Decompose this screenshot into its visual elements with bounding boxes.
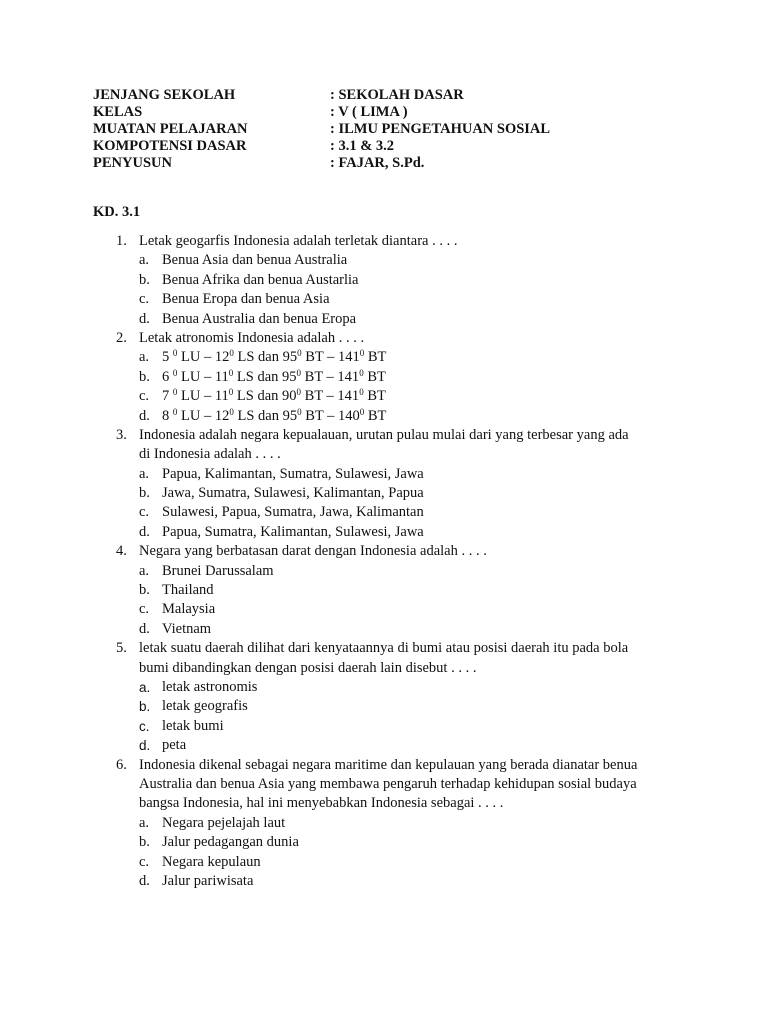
header-value: : FAJAR, S.Pd. [330,155,425,171]
option-text: Jalur pariwisata [162,872,254,889]
question-line: letak suatu daerah dilihat dari kenyataannya di bumi atau posisi daerah itu pada bola [139,640,629,657]
header-label: MUATAN PELAJARAN [93,121,248,137]
document-header [93,87,550,172]
question-line: bangsa Indonesia, hal ini menyebabkan Indonesia sebagai . . . . [139,795,504,812]
option-text [162,388,386,404]
option-text: letak geografis [162,698,248,715]
option-text: Sulawesi, Papua, Sumatra, Jawa, Kalimantan [162,504,424,521]
question-text [93,794,683,813]
option-letter: d. [139,310,150,327]
question-line: Indonesia dikenal sebagai negara maritime dan kepulauan yang berada dianatar benua [139,756,638,773]
header-label: JENJANG SEKOLAH [93,87,236,103]
option-text-part: LU – 11 [177,388,229,405]
option-letter: d. [139,523,150,540]
option-text: Papua, Sumatra, Kalimantan, Sulawesi, Jawa [162,523,424,540]
header-label: PENYUSUN [93,155,172,171]
option-letter: b. [139,485,150,502]
option-text: Benua Australia dan benua Eropa [162,310,357,327]
question-item [93,639,683,755]
header-row-subject [93,121,550,138]
answer-option [93,523,683,542]
option-text-part: BT – 141 [301,388,360,405]
answer-option [93,697,683,716]
question-item [93,426,683,542]
answer-option [93,348,683,367]
option-text: peta [162,737,187,754]
option-text-part: 5 [162,349,173,366]
header-label: KELAS [93,104,143,120]
degree-superscript: 0 [296,367,302,378]
question-text [93,426,683,445]
option-text-part: BT [364,407,387,424]
option-text: Benua Afrika dan benua Austarlia [162,271,359,288]
header-row-class [93,104,550,121]
answer-option [93,678,683,697]
option-text: letak astronomis [162,678,258,695]
degree-superscript: 0 [172,367,178,378]
option-text-part: BT [363,368,386,385]
option-text-part: 7 [162,388,173,405]
option-text: Jalur pedagangan dunia [162,834,299,851]
degree-superscript: 0 [359,367,364,378]
question-line: Letak atronomis Indonesia adalah . . . . [139,329,365,346]
degree-superscript: 0 [297,348,302,359]
header-row-level [93,87,550,104]
question-text [93,639,683,658]
question-text [93,232,683,251]
option-letter: a. [139,252,150,269]
question-text [93,542,683,561]
question-item [93,756,683,892]
question-number: 5. [116,640,127,657]
option-letter: c. [139,601,150,618]
degree-superscript: 0 [172,348,178,359]
question-line: bumi dibandingkan dengan posisi daerah lain disebut . . . . [139,659,477,676]
option-text-part: 8 [162,407,173,424]
answer-option [93,251,683,270]
option-letter: a. [139,349,150,366]
option-text-part: BT [363,388,386,405]
answer-option [93,814,683,833]
header-row-author [93,155,550,172]
degree-superscript: 0 [228,367,234,378]
answer-option [93,600,683,619]
option-text: letak bumi [162,717,224,734]
question-line: Indonesia adalah negara kepualauan, urutan pulau mulai dari yang terbesar yang ada [139,426,629,443]
option-text: Benua Eropa dan benua Asia [162,291,330,308]
answer-option [93,833,683,852]
option-text: Benua Asia dan benua Australia [162,252,348,269]
question-text [93,445,683,464]
option-text-part: BT [364,349,387,366]
option-letter: c. [139,718,150,734]
option-text: Malaysia [162,601,216,618]
question-item [93,232,683,329]
question-text [93,775,683,794]
degree-superscript: 0 [229,406,234,417]
degree-superscript: 0 [359,348,365,359]
option-letter: a. [139,562,150,579]
option-letter: b. [139,271,150,288]
option-text: Negara pejelajah laut [162,814,286,831]
question-text [93,659,683,678]
option-letter: d. [139,872,150,889]
question-item [93,329,683,426]
option-letter: c. [139,504,150,521]
option-letter: c. [139,291,150,308]
answer-option [93,310,683,329]
option-letter: a. [139,814,150,831]
option-letter: a. [139,679,151,695]
question-number: 4. [116,543,127,560]
answer-option [93,271,683,290]
answer-option [93,736,683,755]
header-value: : 3.1 & 3.2 [330,138,395,154]
answer-option [93,853,683,872]
option-text-part: LU – 12 [177,349,230,366]
option-text-part: BT – 141 [301,368,360,385]
option-text: Papua, Kalimantan, Sumatra, Sulawesi, Jawa [162,465,424,482]
answer-option [93,387,683,406]
section-title: KD. 3.1 [93,204,141,220]
option-letter: a. [139,465,150,482]
option-text-part: LU – 12 [177,407,230,424]
question-text [93,329,683,348]
option-letter: d. [139,620,150,637]
degree-superscript: 0 [228,387,234,398]
answer-option [93,717,683,736]
answer-option [93,290,683,309]
answer-option [93,465,683,484]
option-text [162,369,386,385]
answer-option [93,620,683,639]
degree-superscript: 0 [359,406,365,417]
answer-option [93,407,683,426]
question-line: di Indonesia adalah . . . . [139,446,281,463]
answer-option [93,503,683,522]
option-text: Vietnam [162,620,212,637]
answer-option [93,872,683,891]
answer-option [93,484,683,503]
header-value: : V ( LIMA ) [330,104,408,120]
option-text: Thailand [162,582,214,599]
degree-superscript: 0 [172,406,178,417]
option-text: Negara kepulaun [162,853,261,870]
option-text [162,349,386,365]
option-text: Jawa, Sumatra, Sulawesi, Kalimantan, Papua [162,485,424,502]
degree-superscript: 0 [172,387,178,398]
option-text-part: 6 [162,368,173,385]
option-letter: d. [139,407,150,424]
degree-superscript: 0 [359,387,364,398]
question-line: Australia dan benua Asia yang membawa pengaruh terhadap kehidupan sosial budaya [139,775,637,792]
option-text-part: LS dan 95 [233,349,298,366]
question-list [93,232,683,891]
question-number: 6. [116,756,127,773]
degree-superscript: 0 [229,348,234,359]
question-line: Letak geogarfis Indonesia adalah terletak diantara . . . . [139,233,458,249]
degree-superscript: 0 [296,387,302,398]
option-letter: c. [139,388,150,405]
option-letter: b. [139,699,151,715]
header-value: : SEKOLAH DASAR [330,87,464,103]
question-number: 3. [116,426,127,443]
option-text-part: LS dan 95 [233,407,298,424]
header-value: : ILMU PENGETAHUAN SOSIAL [330,121,551,137]
header-row-competency [93,138,550,155]
question-number: 2. [116,329,127,346]
question-text [93,756,683,775]
option-text-part: BT – 141 [301,349,360,366]
answer-option [93,368,683,387]
option-text-part: LU – 11 [177,368,229,385]
question-number: 1. [116,233,127,249]
degree-superscript: 0 [297,406,302,417]
option-text [162,408,386,424]
option-text: Brunei Darussalam [162,562,274,579]
option-letter: b. [139,368,150,385]
option-letter: b. [139,582,150,599]
option-text-part: LS dan 90 [233,388,297,405]
option-text-part: BT – 140 [301,407,360,424]
answer-option [93,562,683,581]
header-label: KOMPOTENSI DASAR [93,138,247,154]
option-letter: d. [139,738,151,754]
option-letter: c. [139,853,150,870]
question-line: Negara yang berbatasan darat dengan Indonesia adalah . . . . [139,543,487,560]
option-text-part: LS dan 95 [233,368,297,385]
option-letter: b. [139,834,150,851]
answer-option [93,581,683,600]
question-item [93,542,683,639]
